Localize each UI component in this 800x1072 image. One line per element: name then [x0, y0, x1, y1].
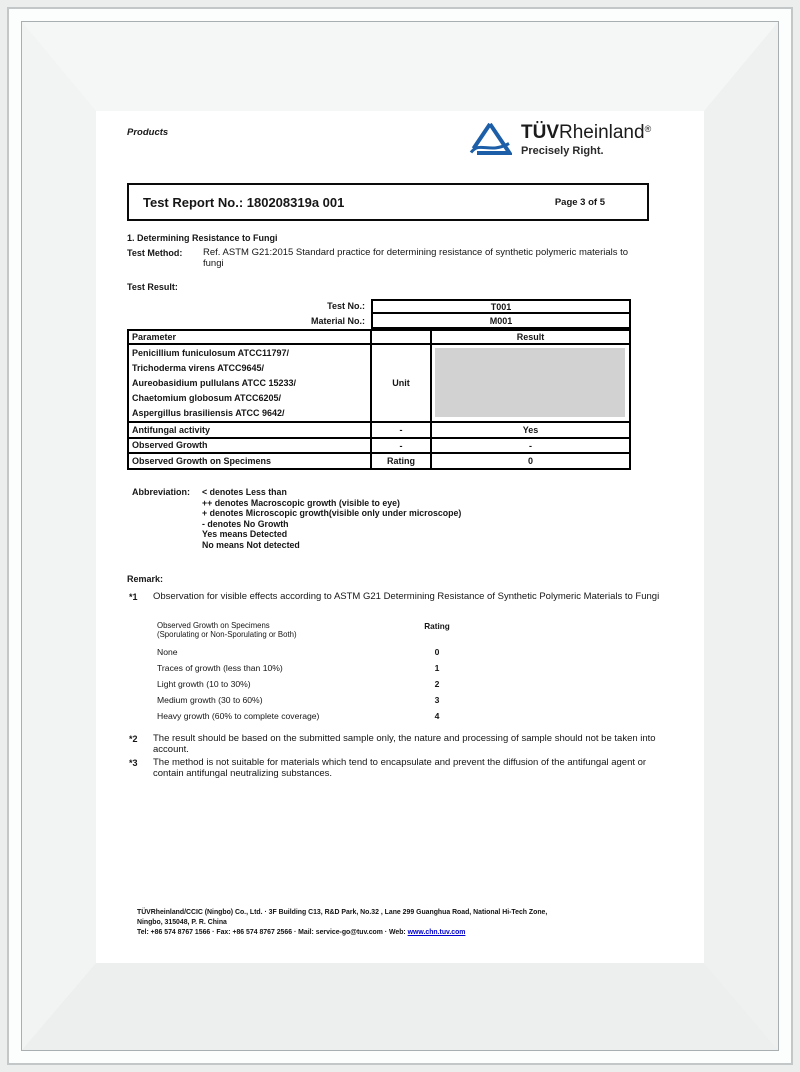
brand-tuv: TÜV — [521, 122, 559, 143]
rating-row-label: None — [157, 646, 178, 657]
rating-row-label: Heavy growth (60% to complete coverage) — [157, 711, 320, 722]
table-row-unit: - — [372, 423, 430, 437]
rating-row — [157, 679, 507, 695]
result-table — [127, 299, 631, 470]
result-table-grid — [127, 329, 631, 470]
fungi-line: Penicillium funiculosum ATCC11797/ — [132, 348, 290, 358]
test-method-text: Ref. ASTM G21:2015 Standard practice for determining resistance of synthetic polymeric materials to fungi — [203, 247, 629, 269]
rating-row-label: Traces of growth (less than 10%) — [157, 662, 283, 673]
rating-row-value: 0 — [434, 646, 440, 657]
abbreviation-line: ++ denotes Macroscopic growth (visible to eye) — [202, 497, 400, 508]
rating-scale-table — [157, 622, 507, 728]
table-row-unit: - — [372, 439, 430, 452]
test-result-label: Test Result: — [127, 282, 178, 292]
footer-web-link[interactable]: www.chn.tuv.com — [407, 928, 466, 936]
rating-row-value: 4 — [434, 711, 440, 722]
footer — [137, 908, 547, 937]
fungi-line: Aureobasidium pullulans ATCC 15233/ — [132, 378, 297, 388]
rating-row-value: 1 — [434, 662, 440, 673]
abbreviation-line: Yes means Detected — [202, 529, 288, 539]
rating-table-header — [157, 622, 507, 640]
rating-header-left — [157, 622, 407, 640]
remark-label: Remark: — [127, 574, 164, 584]
material-no-value: M001 — [371, 312, 631, 329]
remark-marker: *3 — [129, 758, 138, 768]
footer-address-line2: Ningbo, 315048, P. R. China — [137, 918, 227, 926]
remark-text: Observation for visible effects according to ASTM G21 Determining Resistance of Synthetic Polymeric Materials to Fungi — [153, 591, 660, 602]
redacted-result-cell — [432, 345, 629, 421]
result-header: Result — [432, 331, 629, 343]
registered-mark: ® — [644, 124, 652, 134]
unit-header-cell-empty — [372, 331, 430, 343]
fungi-list-cell — [129, 345, 370, 421]
footer-address-line1: TÜVRheinland/CCIC (Ningbo) Co., Ltd. · 3F Building C13, R&D Park, No.32 , Lane 299 Guanghua Road, National Hi-Tech Zone, — [137, 909, 548, 916]
rating-row-value: 3 — [434, 695, 440, 706]
test-method-label: Test Method: — [127, 248, 183, 258]
abbreviation-list — [202, 487, 461, 550]
table-row-result: Yes — [432, 423, 629, 437]
abbreviation-line: - denotes No Growth — [202, 518, 289, 529]
material-no-row — [127, 314, 631, 329]
rating-row — [157, 711, 507, 727]
abbreviation-line: No means Not detected — [202, 539, 300, 550]
table-row-result: 0 — [432, 454, 629, 468]
brand-name — [521, 119, 651, 143]
rating-row-label: Medium growth (30 to 60%) — [157, 695, 263, 706]
frame-mat — [22, 22, 778, 1050]
test-no-label: Test No.: — [327, 301, 365, 311]
table-row-param: Observed Growth on Specimens — [129, 454, 370, 468]
tuv-rheinland-logo — [468, 119, 651, 157]
section-heading: 1. Determining Resistance to Fungi — [127, 233, 278, 243]
report-number-box — [127, 183, 649, 221]
rating-column-header: Rating — [424, 622, 450, 631]
tuv-triangle-icon — [468, 121, 512, 155]
material-no-label: Material No.: — [310, 316, 365, 326]
test-no-value: T001 — [371, 299, 631, 314]
fungi-line: Aspergillus brasiliensis ATCC 9642/ — [132, 408, 285, 418]
rating-row — [157, 695, 507, 711]
remark-marker: *1 — [129, 592, 138, 602]
rating-rows — [157, 647, 507, 728]
page-indicator: Page 3 of 5 — [554, 196, 605, 208]
footer-contact-text: Tel: +86 574 8767 1566 · Fax: +86 574 8767 2566 · Mail: service-go@tuv.com · Web: — [137, 928, 406, 936]
footer-contact-line — [137, 928, 547, 938]
unit-cell: Unit — [372, 345, 430, 421]
rating-row-value: 2 — [434, 678, 440, 689]
brand-rheinland: Rheinland — [559, 122, 645, 143]
gray-placeholder-box — [435, 348, 625, 417]
products-label: Products — [127, 127, 169, 138]
abbreviation-label: Abbreviation: — [132, 487, 191, 497]
table-row-result: - — [432, 439, 629, 452]
abbreviation-line: + denotes Microscopic growth(visible only under microscope) — [202, 508, 462, 518]
abbreviation-line: < denotes Less than — [202, 487, 287, 497]
table-row-param: Observed Growth — [129, 439, 370, 452]
parameter-header: Parameter — [129, 331, 370, 343]
fungi-line: Trichoderma virens ATCC9645/ — [132, 363, 265, 373]
rating-header-line2: (Sporulating or Non-Sporulating or Both) — [157, 629, 297, 639]
brand-tagline: Precisely Right. — [521, 145, 604, 157]
remark-text: The method is not suitable for materials which tend to encapsulate and prevent the diffusion of the antifungal agent or contain antifungal neutralizing substances. — [153, 757, 647, 779]
remark-marker: *2 — [129, 734, 138, 744]
report-page — [96, 111, 704, 963]
report-title: Test Report No.: 180208319a 001 — [143, 194, 345, 210]
rating-row-label: Light growth (10 to 30%) — [157, 678, 251, 689]
rating-row — [157, 663, 507, 679]
table-row-unit: Rating — [372, 454, 430, 468]
rating-header-line1: Observed Growth on Specimens — [157, 621, 270, 630]
logo-text-block — [521, 119, 651, 157]
fungi-line: Chaetomium globosum ATCC6205/ — [132, 393, 282, 403]
table-row-param: Antifungal activity — [129, 423, 370, 437]
remark-text: The result should be based on the submitted sample only, the nature and processing of sample should not be taken into account. — [153, 733, 656, 755]
rating-row — [157, 647, 507, 663]
